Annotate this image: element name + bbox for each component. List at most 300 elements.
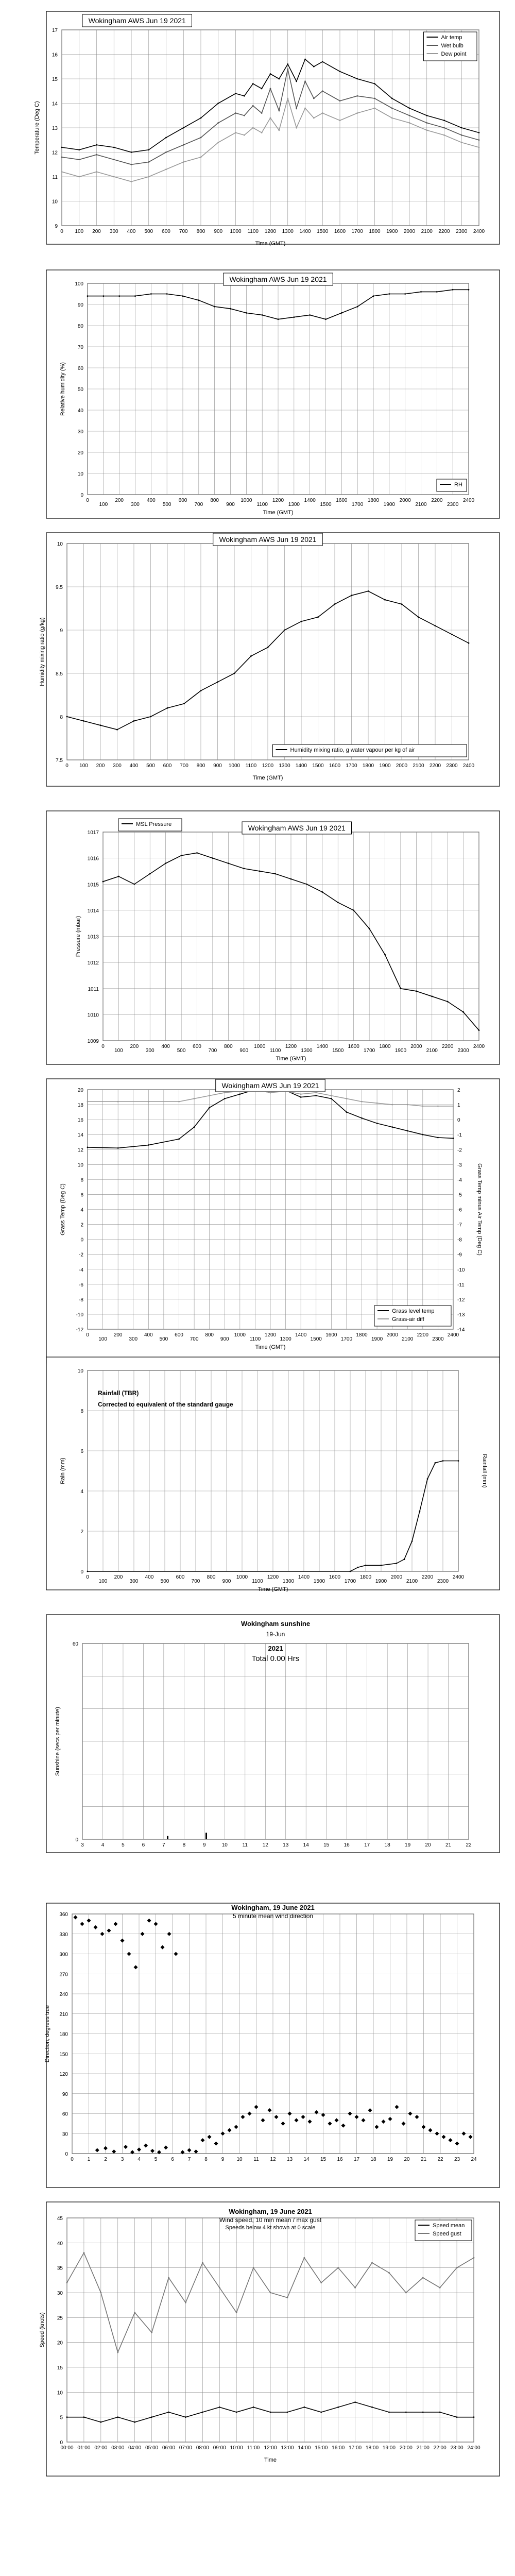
x-tick-label: 2400 — [462, 498, 475, 503]
y-tick-label: 0 — [80, 1237, 83, 1243]
data-point — [234, 673, 235, 674]
data-point — [243, 868, 245, 869]
data-point — [304, 80, 306, 82]
data-point — [407, 1130, 408, 1132]
y2-tick-label: -11 — [457, 1282, 465, 1288]
x-tick-label: 1000 — [254, 1044, 266, 1049]
data-point — [478, 132, 480, 133]
x-tick-label: 2200 — [421, 1574, 434, 1580]
data-point — [87, 1101, 89, 1103]
y-tick-label: 9 — [60, 628, 63, 634]
data-point — [87, 1571, 89, 1572]
x-tick-label: 14:00 — [298, 2445, 311, 2451]
x-tick-label: 1100 — [252, 1579, 263, 1584]
x-tick-label: 2100 — [413, 763, 424, 769]
y-axis-label: Humidity mixing ratio (g/kg) — [39, 617, 45, 686]
data-point — [235, 132, 236, 133]
x-tick-label: 1300 — [288, 502, 300, 507]
chart-annotation: Corrected to equivalent of the standard gauge — [98, 1401, 233, 1408]
data-point — [313, 98, 315, 99]
x-tick-label: 22 — [466, 1842, 472, 1848]
y-tick-label: 1010 — [87, 1012, 99, 1019]
data-point — [435, 625, 436, 626]
data-point — [374, 98, 375, 99]
data-point — [181, 855, 182, 856]
data-point — [178, 1101, 180, 1103]
data-point — [313, 117, 315, 119]
x-tick-label: 1900 — [394, 1048, 407, 1054]
data-point — [236, 2412, 237, 2413]
x-tick-label: 1700 — [363, 1048, 375, 1054]
x-tick-label: 1400 — [298, 1574, 310, 1580]
data-point — [365, 1565, 367, 1566]
x-tick-label: 15 — [323, 1842, 330, 1848]
x-tick-label: 22 — [437, 2157, 443, 2162]
chart-total: Total 0.00 Hrs — [251, 1654, 300, 1663]
x-tick-label: 9 — [203, 1842, 206, 1848]
data-point — [270, 88, 271, 90]
y-tick-label: 18 — [77, 1103, 83, 1109]
data-point — [117, 1101, 119, 1103]
x-tick-label: 1400 — [316, 1044, 328, 1049]
data-point — [236, 2312, 237, 2313]
data-point — [461, 134, 462, 136]
y-tick-label: 2 — [80, 1222, 83, 1228]
x-tick-label: 300 — [109, 229, 118, 234]
y2-tick-label: -14 — [457, 1327, 465, 1333]
x-tick-label: 5 — [154, 2157, 158, 2162]
data-point — [426, 129, 427, 131]
legend-label: Speed gust — [433, 2231, 461, 2237]
x-tick-label: 1900 — [383, 502, 395, 507]
x-tick-label: 1100 — [249, 1336, 261, 1342]
data-point — [183, 127, 184, 129]
x-tick-label: 11 — [253, 2157, 259, 2162]
x-tick-label: 18:00 — [365, 2445, 379, 2451]
x-tick-label: 400 — [127, 229, 136, 234]
y2-tick-label: -1 — [457, 1132, 462, 1139]
data-point — [217, 681, 218, 683]
data-point — [357, 1567, 359, 1568]
data-point — [178, 1139, 180, 1140]
x-tick-label: 2000 — [396, 763, 408, 769]
x-tick-label: 600 — [175, 1332, 183, 1338]
x-tick-label: 16 — [337, 2157, 343, 2162]
x-tick-label: 2300 — [457, 1048, 469, 1054]
y-tick-label: 120 — [59, 2072, 68, 2077]
x-tick-label: 3 — [81, 1842, 84, 1848]
data-point — [185, 2416, 186, 2418]
data-point — [404, 1558, 405, 1560]
x-tick-label: 800 — [207, 1574, 216, 1580]
data-point — [117, 2352, 118, 2353]
x-tick-label: 01:00 — [77, 2445, 91, 2451]
y-tick-label: 50 — [77, 387, 83, 393]
x-tick-label: 2000 — [390, 1574, 403, 1580]
x-tick-label: 600 — [162, 229, 170, 234]
y-tick-label: 10 — [77, 471, 83, 477]
x-tick-label: 500 — [162, 502, 171, 507]
x-tick-label: 1200 — [264, 229, 277, 234]
data-point — [166, 293, 168, 295]
data-point — [325, 318, 327, 320]
x-tick-label: 2400 — [473, 229, 485, 234]
data-point — [200, 117, 202, 119]
y2-tick-label: -12 — [457, 1297, 465, 1303]
data-point — [306, 884, 307, 885]
data-point — [346, 1111, 348, 1113]
data-point — [303, 2257, 305, 2259]
x-tick-label: 16:00 — [332, 2445, 345, 2451]
data-point — [244, 95, 245, 97]
x-tick-label: 900 — [220, 1336, 229, 1342]
data-point — [118, 295, 120, 297]
y-tick-label: 1016 — [87, 856, 99, 862]
data-point — [182, 295, 184, 297]
x-tick-label: 20:00 — [399, 2445, 413, 2451]
legend-label: MSL Pressure — [136, 821, 172, 827]
data-point — [194, 1098, 195, 1099]
data-point — [261, 132, 263, 133]
x-tick-label: 900 — [222, 1579, 231, 1584]
y-tick-label: 1017 — [87, 830, 99, 836]
x-tick-label: 100 — [79, 763, 88, 769]
x-tick-label: 0 — [86, 1574, 89, 1580]
y2-tick-label: 0 — [457, 1117, 460, 1124]
data-point — [293, 316, 295, 318]
y2-axis-label: Rainfall (mm) — [482, 1454, 488, 1488]
data-point — [320, 2412, 322, 2413]
data-point — [368, 590, 369, 592]
data-point — [439, 2287, 441, 2289]
data-point — [148, 1101, 149, 1103]
y-tick-label: 20 — [77, 1088, 83, 1093]
x-tick-label: 00:00 — [60, 2445, 74, 2451]
x-tick-label: 400 — [145, 1574, 154, 1580]
data-point — [224, 1092, 226, 1093]
y2-tick-label: -13 — [457, 1312, 465, 1318]
data-point — [337, 2406, 339, 2408]
data-point — [183, 144, 184, 146]
chart-title: Wokingham AWS Jun 19 2021 — [88, 16, 186, 25]
data-point — [304, 108, 306, 109]
y-tick-label: 8 — [60, 715, 63, 720]
x-tick-label: 14 — [303, 1842, 309, 1848]
data-point — [96, 171, 97, 173]
x-tick-label: 2200 — [429, 763, 441, 769]
x-tick-label: 2200 — [417, 1332, 428, 1338]
data-point — [239, 1093, 241, 1095]
data-point — [431, 996, 433, 997]
data-point — [102, 295, 104, 297]
chart-year: 2021 — [268, 1645, 283, 1652]
x-tick-label: 1400 — [304, 498, 316, 503]
data-point — [131, 151, 132, 153]
x-tick-label: 23:00 — [450, 2445, 464, 2451]
y-tick-label: -4 — [79, 1267, 83, 1273]
data-point — [354, 2401, 356, 2403]
y-tick-label: 12 — [52, 150, 58, 156]
data-point — [183, 161, 184, 163]
data-point — [388, 293, 390, 295]
chart-9 — [0, 2200, 515, 2478]
data-point — [224, 1098, 226, 1099]
data-point — [447, 1001, 449, 1003]
x-tick-label: 800 — [196, 229, 205, 234]
y-tick-label: 1013 — [87, 934, 99, 940]
x-tick-label: 1000 — [236, 1574, 248, 1580]
x-tick-label: 700 — [194, 502, 203, 507]
y-tick-label: 0 — [65, 2151, 68, 2157]
x-tick-label: 400 — [161, 1044, 170, 1049]
data-point — [304, 59, 306, 60]
bar — [205, 1833, 207, 1839]
y-tick-label: 20 — [57, 2340, 63, 2346]
data-point — [278, 129, 280, 131]
data-point — [151, 2332, 152, 2333]
y-tick-label: 8.5 — [56, 671, 63, 677]
data-point — [270, 2412, 271, 2413]
data-point — [66, 2416, 68, 2418]
y2-tick-label: -10 — [457, 1267, 465, 1273]
data-point — [61, 171, 63, 173]
x-tick-label: 9 — [221, 2157, 225, 2162]
y-tick-label: 60 — [72, 1641, 78, 1647]
chart-title: Wokingham AWS Jun 19 2021 — [219, 535, 317, 544]
x-tick-label: 600 — [193, 1044, 201, 1049]
data-point — [244, 115, 245, 116]
data-point — [270, 117, 271, 119]
data-point — [452, 289, 454, 291]
y-axis-label: Pressure (mbar) — [75, 916, 81, 957]
data-point — [200, 137, 202, 139]
y-tick-label: 20 — [77, 450, 83, 456]
x-tick-label: 17 — [353, 2157, 360, 2162]
x-tick-label: 2100 — [415, 502, 427, 507]
x-axis-label: Time (GMT) — [255, 1344, 286, 1350]
data-point — [313, 66, 315, 67]
data-point — [165, 862, 166, 864]
data-point — [209, 1095, 210, 1096]
x-tick-label: 0 — [71, 2157, 74, 2162]
x-tick-label: 500 — [159, 1336, 168, 1342]
data-point — [83, 2416, 85, 2418]
y-tick-label: 0 — [75, 1837, 78, 1843]
y-tick-label: 100 — [75, 281, 83, 287]
x-tick-label: 100 — [99, 502, 108, 507]
x-axis-label: Time — [264, 2457, 277, 2463]
x-tick-label: 1500 — [332, 1048, 344, 1054]
y-tick-label: 1012 — [87, 960, 99, 967]
x-tick-label: 1600 — [348, 1044, 359, 1049]
x-tick-label: 2400 — [447, 1332, 459, 1338]
x-tick-label: 07:00 — [179, 2445, 192, 2451]
x-tick-label: 1400 — [299, 229, 311, 234]
x-tick-label: 1 — [87, 2157, 91, 2162]
data-point — [168, 2277, 169, 2279]
x-tick-label: 12 — [270, 2157, 276, 2162]
data-point — [261, 112, 263, 114]
data-point — [439, 2412, 441, 2413]
data-point — [133, 884, 135, 885]
data-point — [461, 142, 462, 143]
data-point — [217, 142, 219, 143]
x-tick-label: 5 — [122, 1842, 125, 1848]
x-tick-label: 2000 — [403, 229, 416, 234]
y-tick-label: 300 — [59, 1952, 68, 1958]
data-point — [148, 176, 149, 178]
y-tick-label: 80 — [77, 324, 83, 329]
y-tick-label: 6 — [80, 1192, 83, 1198]
data-point — [83, 2252, 85, 2253]
legend-label: Air temp — [441, 35, 462, 41]
x-tick-label: 1600 — [334, 229, 346, 234]
data-point — [374, 83, 375, 84]
x-tick-label: 1000 — [230, 229, 242, 234]
data-point — [356, 112, 358, 114]
data-point — [278, 318, 279, 320]
data-point — [409, 115, 410, 116]
data-point — [301, 621, 302, 622]
data-point — [322, 61, 323, 62]
x-tick-label: 300 — [131, 502, 140, 507]
x-tick-label: 700 — [208, 1048, 217, 1054]
x-tick-label: 0 — [60, 229, 63, 234]
data-point — [87, 1146, 89, 1148]
data-point — [165, 137, 167, 139]
x-tick-label: 13 — [283, 1842, 289, 1848]
data-point — [212, 857, 214, 859]
x-tick-label: 03:00 — [111, 2445, 125, 2451]
data-point — [337, 2267, 339, 2268]
data-point — [194, 1126, 195, 1128]
y-axis-label: Speed (knots) — [39, 2312, 45, 2348]
data-point — [426, 115, 427, 116]
data-point — [100, 2292, 101, 2294]
chart-subtitle-2: Speeds below 4 kt shown at 0 scale — [225, 2225, 316, 2231]
x-tick-label: 900 — [239, 1048, 249, 1054]
x-tick-label: 6 — [171, 2157, 174, 2162]
x-tick-label: 1200 — [262, 763, 274, 769]
data-point — [411, 1540, 413, 1542]
x-tick-label: 13:00 — [281, 2445, 294, 2451]
data-point — [116, 729, 118, 731]
x-tick-label: 700 — [179, 229, 188, 234]
x-axis-label: Time (GMT) — [276, 1056, 306, 1062]
x-tick-label: 300 — [113, 763, 122, 769]
y-tick-label: 40 — [57, 2241, 63, 2247]
data-point — [202, 2412, 203, 2413]
x-tick-label: 2200 — [438, 229, 450, 234]
x-tick-label: 1100 — [256, 502, 268, 507]
y-tick-label: 70 — [77, 345, 83, 350]
data-point — [388, 2412, 390, 2413]
y-tick-label: 35 — [57, 2265, 63, 2272]
data-point — [296, 127, 297, 129]
data-point — [202, 2262, 203, 2264]
data-point — [451, 634, 453, 635]
chart-title: Wokingham AWS Jun 19 2021 — [248, 824, 346, 832]
data-point — [117, 2416, 118, 2418]
legend-label: Grass level temp — [392, 1308, 435, 1314]
data-point — [150, 293, 152, 295]
y-tick-label: 1014 — [87, 908, 99, 914]
x-tick-label: 11 — [242, 1842, 248, 1848]
x-tick-label: 1800 — [379, 1044, 391, 1049]
x-tick-label: 7 — [187, 2157, 191, 2162]
x-tick-label: 100 — [114, 1048, 123, 1054]
data-point — [148, 1144, 149, 1146]
data-point — [270, 2292, 271, 2294]
x-tick-label: 2100 — [406, 1579, 418, 1584]
y-tick-label: 7.5 — [56, 758, 63, 764]
chart-title: Wokingham, 19 June 2021 — [229, 2208, 312, 2215]
data-point — [391, 117, 393, 119]
data-point — [131, 181, 132, 182]
data-point — [270, 73, 271, 75]
data-point — [339, 100, 341, 101]
data-point — [83, 720, 84, 722]
data-point — [405, 2412, 407, 2413]
y-tick-label: 1015 — [87, 882, 99, 888]
x-tick-label: 1800 — [356, 1332, 368, 1338]
y-tick-label: -10 — [76, 1312, 83, 1318]
data-point — [321, 891, 323, 893]
data-point — [113, 159, 115, 160]
data-point — [473, 2257, 475, 2259]
data-point — [150, 716, 151, 718]
data-point — [462, 1011, 464, 1013]
x-tick-label: 20 — [404, 2157, 410, 2162]
data-point — [252, 83, 254, 84]
y-tick-label: 210 — [59, 2011, 68, 2018]
x-tick-label: 12 — [262, 1842, 268, 1848]
chart-title: Wokingham AWS Jun 19 2021 — [221, 1081, 319, 1090]
x-tick-label: 08:00 — [196, 2445, 209, 2451]
y-tick-label: 17 — [52, 28, 58, 33]
data-point — [133, 720, 135, 722]
legend-label: Dew point — [441, 51, 467, 57]
x-tick-label: 4 — [138, 2157, 141, 2162]
y-tick-label: 270 — [59, 1972, 68, 1978]
data-point — [409, 122, 410, 124]
y-tick-label: 15 — [52, 77, 58, 82]
x-tick-label: 800 — [224, 1044, 233, 1049]
x-tick-label: 600 — [176, 1574, 185, 1580]
data-point — [337, 902, 339, 903]
data-point — [287, 69, 288, 70]
x-tick-label: 700 — [190, 1336, 199, 1342]
x-tick-label: 23 — [454, 2157, 460, 2162]
data-point — [407, 1104, 408, 1106]
x-tick-label: 900 — [214, 229, 223, 234]
chart-title: Wokingham, 19 June 2021 — [231, 1904, 315, 1911]
x-tick-label: 1900 — [371, 1336, 383, 1342]
data-point — [371, 2406, 373, 2408]
legend-label: Speed mean — [433, 2223, 465, 2229]
x-tick-label: 16 — [344, 1842, 350, 1848]
x-tick-label: 200 — [115, 498, 124, 503]
data-point — [443, 134, 445, 136]
chart-subtitle: 5 minute mean wind direction — [232, 1912, 314, 1920]
x-tick-label: 1200 — [272, 498, 284, 503]
y2-axis-label: Grass Temp minus Air Temp (Deg C) — [476, 1163, 483, 1256]
data-point — [246, 312, 247, 314]
x-tick-label: 15 — [320, 2157, 327, 2162]
x-tick-label: 1000 — [241, 498, 252, 503]
data-point — [235, 93, 236, 94]
data-point — [287, 2297, 288, 2298]
